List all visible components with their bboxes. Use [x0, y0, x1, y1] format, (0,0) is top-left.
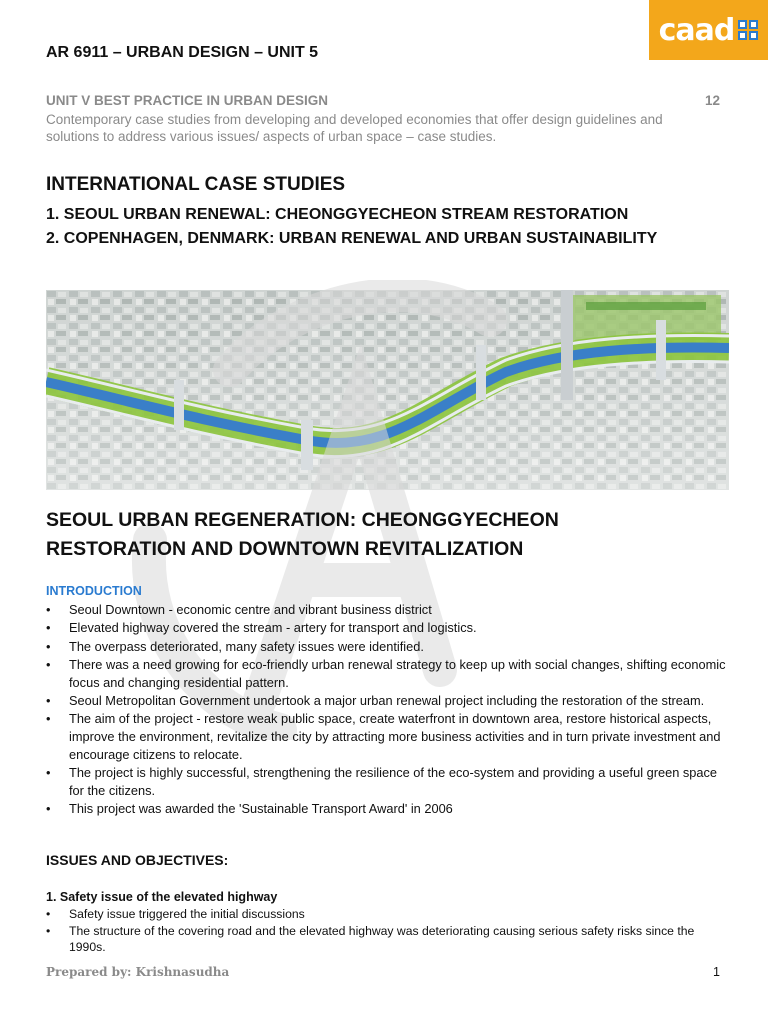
list-item: • Safety issue triggered the initial discussions — [46, 906, 726, 923]
seoul-heading-line1: SEOUL URBAN REGENERATION: CHEONGGYECHEON — [46, 509, 559, 531]
unit-description: Contemporary case studies from developing and developed economies that offer design guidelines and solutions to address various issues/ aspects of urban space – case studies. — [46, 112, 663, 144]
international-heading: INTERNATIONAL CASE STUDIES — [46, 174, 346, 195]
list-item: • The structure of the covering road and the elevated highway was deteriorating causing serious safety risks since the 1990s. — [46, 923, 726, 956]
logo-text: caad — [658, 12, 735, 48]
introduction-heading: INTRODUCTION — [46, 584, 142, 598]
list-item: • Seoul Downtown - economic centre and vibrant business district — [46, 601, 726, 619]
logo-grid-icon — [738, 20, 758, 40]
unit-page-number: 12 — [704, 93, 720, 108]
cheonggyecheon-aerial-image — [46, 290, 729, 490]
prepared-by: Prepared by: Krishnasudha — [46, 965, 230, 979]
safety-bullets — [46, 906, 726, 956]
issues-heading: ISSUES AND OBJECTIVES: — [46, 852, 229, 868]
unit-heading: UNIT V BEST PRACTICE IN URBAN DESIGN — [46, 93, 329, 108]
list-item: • The aim of the project - restore weak public space, create waterfront in downtown area, restore historical aspects, improve the environment, revitalize the city by attracting more business activities and in turn private investment and encourage citizens to relocate. — [46, 710, 726, 763]
caad-logo — [649, 0, 768, 60]
list-item: • The project is highly successful, strengthening the resilience of the eco-system and providing a useful green space for the citizens. — [46, 764, 726, 800]
seoul-heading-line2: RESTORATION AND DOWNTOWN REVITALIZATION — [46, 538, 524, 560]
safety-subheading: 1. Safety issue of the elevated highway — [46, 890, 278, 904]
introduction-bullets — [46, 601, 726, 819]
list-item: • This project was awarded the 'Sustainable Transport Award' in 2006 — [46, 800, 726, 818]
case-study-item: 2. COPENHAGEN, DENMARK: URBAN RENEWAL AND URBAN SUSTAINABILITY — [46, 230, 658, 247]
case-study-item: 1. SEOUL URBAN RENEWAL: CHEONGGYECHEON STREAM RESTORATION — [46, 206, 629, 223]
list-item: • The overpass deteriorated, many safety issues were identified. — [46, 638, 726, 656]
list-item: • There was a need growing for eco-friendly urban renewal strategy to keep up with social changes, shifting economic focus and changing residential pattern. — [46, 656, 726, 692]
case-study-list — [46, 203, 657, 251]
list-item: • Elevated highway covered the stream - artery for transport and logistics. — [46, 619, 726, 637]
footer-page-number: 1 — [713, 965, 720, 979]
list-item: • Seoul Metropolitan Government undertook a major urban renewal project including the restoration of the stream. — [46, 692, 726, 710]
course-title: AR 6911 – URBAN DESIGN – UNIT 5 — [46, 44, 319, 61]
seoul-heading — [46, 506, 726, 564]
